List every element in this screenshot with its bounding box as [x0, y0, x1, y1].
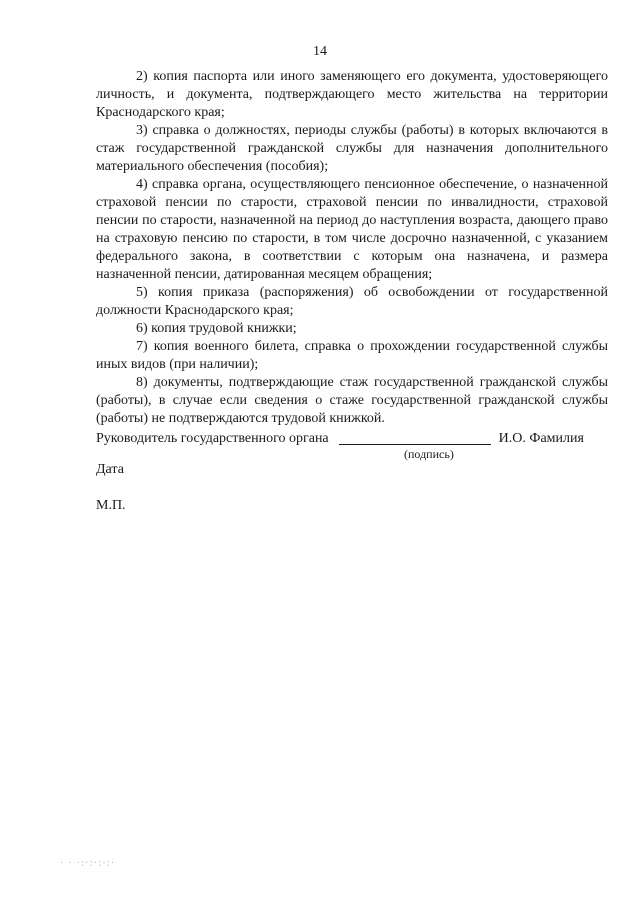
signature-block: [96, 430, 616, 461]
signature-caption: (подпись): [404, 447, 454, 461]
list-item-2: 2) копия паспорта или иного заменяющего его документа, удостоверяющего личность, и документа, подтверждающего место жительства на территории Краснодарского края;: [96, 69, 608, 120]
list-item-6: 6) копия трудовой книжки;: [136, 321, 297, 336]
signature-line: [339, 430, 491, 445]
page-number: 14: [313, 44, 327, 59]
signer-name: И.О. Фамилия: [498, 431, 584, 446]
signature-row: [96, 430, 616, 448]
scan-artifact-marks: · · ·:·:·:·:·: [60, 858, 116, 869]
list-item-8: 8) документы, подтверждающие стаж государственной гражданской службы (работы), в случае если сведения о стаже государственной гражданской службы (работы) не подтверждаются трудовой книжкой.: [96, 375, 608, 426]
list-item-4: 4) справка органа, осуществляющего пенсионное обеспечение, о назначенной страховой пенсии по старости, страховой пенсии по инвалидности, страховой пенсии по старости, назначенной на период до наступления возраста, дающего право на страховую пенсию по старости, в том числе досрочно назначенной, с указанием федерального закона, в соответствии с которым она назначена, и размера назначенной пенсии, датированная месяцем обращения;: [96, 177, 608, 282]
signature-label: Руководитель государственного органа: [96, 431, 329, 446]
list-item-5: 5) копия приказа (распоряжения) об освобождении от государственной должности Краснодарского края;: [96, 285, 608, 318]
document-body: [96, 68, 608, 428]
list-item-3: 3) справка о должностях, периоды службы (работы) в которых включаются в стаж государственной гражданской службы для назначения дополнительного материального обеспечения (пособия);: [96, 123, 608, 174]
list-item-7: 7) копия военного билета, справка о прохождении государственной службы иных видов (при наличии);: [96, 339, 608, 372]
stamp-label: М.П.: [96, 498, 126, 513]
date-label: Дата: [96, 462, 124, 477]
